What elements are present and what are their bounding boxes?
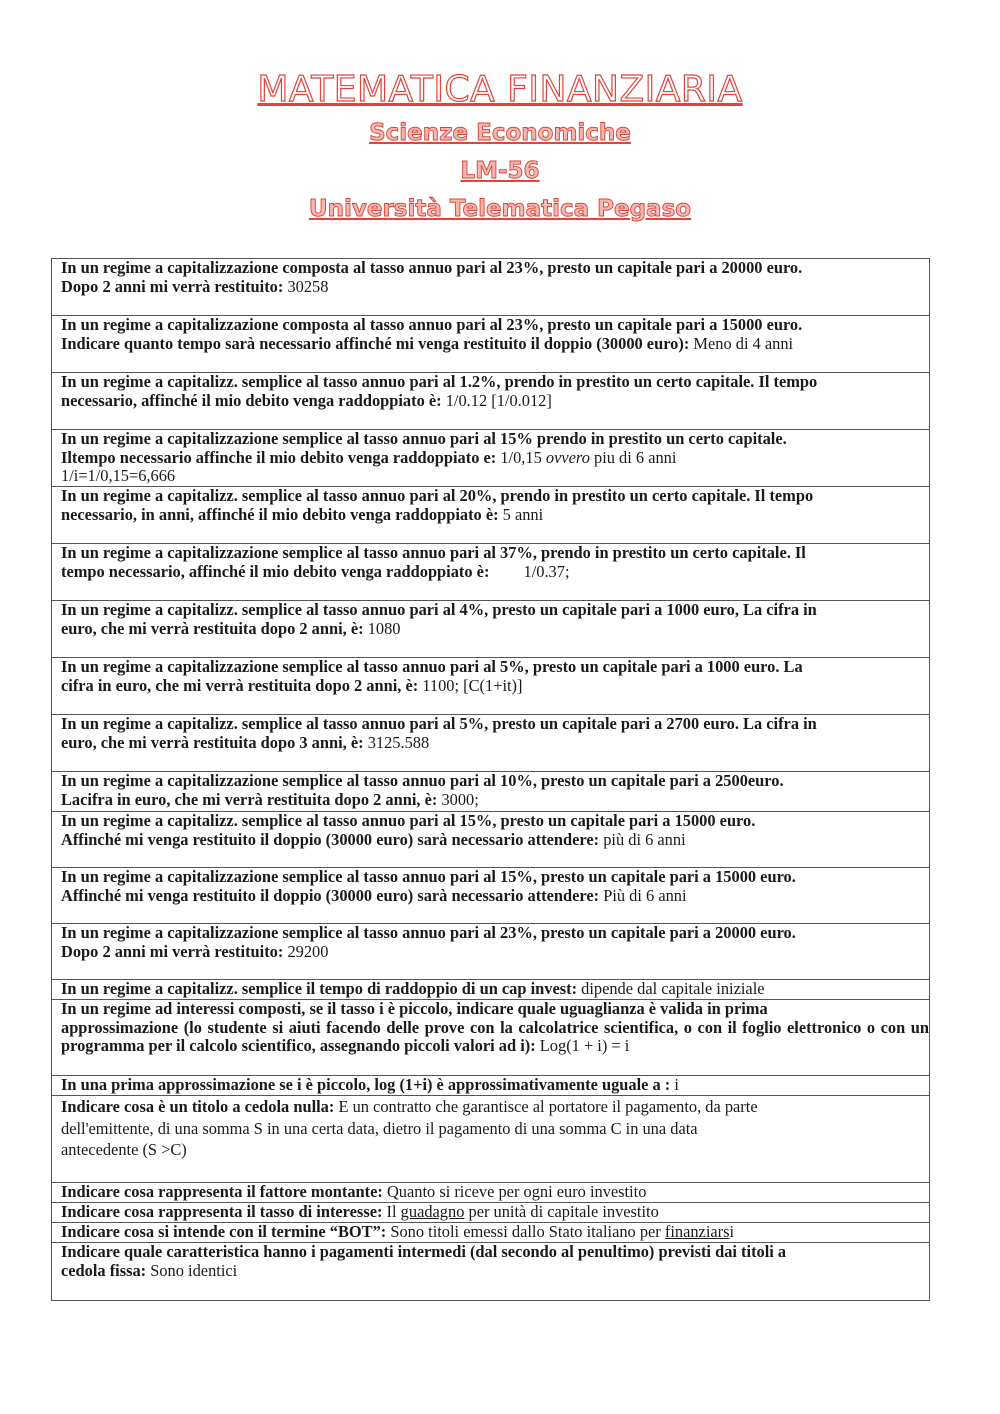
answer-text: Sono titoli emessi dallo Stato italiano per — [390, 1222, 661, 1241]
question-text: In un regime a capitalizzazione semplice al tasso annuo pari al 10%, presto un capitale pari a 2500euro. — [61, 771, 784, 790]
question-text: euro, che mi verrà restituita dopo 2 anni, è: — [61, 618, 364, 638]
qa-cell — [52, 1203, 930, 1223]
answer-text: 3000; — [441, 789, 479, 809]
question-text: In un regime a capitalizzazione semplice al tasso annuo pari al 15%, presto un capitale pari a 15000 euro. — [61, 867, 796, 886]
answer-text: Più di 6 anni — [603, 885, 687, 905]
question-text: In un regime a capitalizz. semplice al tasso annuo pari al 15%, presto un capitale pari a 15000 euro. — [61, 811, 756, 830]
qa-cell — [52, 373, 930, 430]
answer-text: Il — [386, 1202, 397, 1221]
question-text: Affinché mi venga restituito il doppio (30000 euro) sarà necessario attendere: — [61, 829, 600, 849]
table-row — [52, 1076, 930, 1096]
question-text: tempo necessario, affinché il mio debito venga raddoppiato è: — [61, 561, 490, 581]
question-text: euro, che mi verrà restituita dopo 3 anni, è: — [61, 732, 364, 752]
table-row — [52, 1183, 930, 1203]
table-row — [52, 316, 930, 373]
question-text: In un regime a capitalizz. semplice al tasso annuo pari al 20%, prendo in prestito un certo capitale. Il tempo — [61, 486, 814, 505]
qa-cell — [52, 658, 930, 715]
course-code: LM-56 — [460, 158, 540, 184]
question-text: Dopo 2 anni mi verrà restituito: — [61, 941, 284, 961]
qa-cell — [52, 980, 930, 1000]
question-text: In un regime ad interessi composti, se il tasso i è piccolo, indicare quale uguaglianza è valida in prima — [61, 999, 768, 1018]
qa-cell — [52, 316, 930, 373]
qa-cell — [52, 1000, 930, 1076]
answer-text: dipende dal capitale iniziale — [581, 979, 765, 998]
table-row — [52, 980, 930, 1000]
table-row — [52, 430, 930, 487]
document-header — [0, 66, 1000, 228]
answer-text: più di 6 anni — [603, 829, 686, 849]
table-row — [52, 544, 930, 601]
answer-text: Meno di 4 anni — [693, 333, 794, 353]
table-row — [52, 1203, 930, 1223]
qa-cell — [52, 544, 930, 601]
answer-text: E un contratto che garantisce al portatore il pagamento, da parte — [338, 1097, 758, 1116]
answer-text: 1/i=1/0,15=6,666 — [61, 466, 176, 485]
answer-text: 1/0.37; — [523, 561, 570, 581]
question-text: In un regime a capitalizzazione semplice al tasso annuo pari al 5%, presto un capitale pari a 1000 euro. La — [61, 657, 803, 676]
question-text: cedola fissa: — [61, 1260, 147, 1280]
answer-text: Log(1 + i) = i — [539, 1036, 630, 1055]
answer-italic-text: ovvero — [545, 447, 590, 467]
question-text: In una prima approssimazione se i è piccolo, log (1+i) è approssimativamente uguale a : — [61, 1075, 671, 1094]
question-text: Indicare cosa rappresenta il tasso di interesse: — [61, 1202, 383, 1221]
question-text: Indicare cosa è un titolo a cedola nulla: — [61, 1097, 335, 1116]
answer-text: i — [674, 1075, 679, 1094]
answer-underlined-text: finanziars — [664, 1222, 730, 1241]
answer-text: per unità di capitale investito — [468, 1202, 659, 1221]
question-text: Dopo 2 anni mi verrà restituito: — [61, 276, 284, 296]
table-row — [52, 1096, 930, 1183]
answer-text: 30258 — [287, 276, 329, 296]
question-text: Affinché mi venga restituito il doppio (30000 euro) sarà necessario attendere: — [61, 885, 600, 905]
qa-cell — [52, 1096, 930, 1183]
qa-cell — [52, 487, 930, 544]
qa-cell — [52, 1076, 930, 1096]
answer-text: dell'emittente, di una somma S in una certa data, dietro il pagamento di una somma C in una data — [61, 1118, 698, 1138]
table-row — [52, 812, 930, 868]
table-row — [52, 715, 930, 772]
answer-underlined-text: guadagno — [400, 1202, 465, 1221]
question-text: Indicare cosa rappresenta il fattore montante: — [61, 1182, 383, 1201]
question-text: In un regime a capitalizzazione semplice al tasso annuo pari al 23%, presto un capitale pari a 20000 euro. — [61, 923, 796, 942]
question-text: In un regime a capitalizzazione composta al tasso annuo pari al 23%, presto un capitale pari a 20000 euro. — [61, 258, 803, 277]
question-text: Iltempo necessario affinche il mio debito venga raddoppiato e: — [61, 447, 497, 467]
qa-cell — [52, 924, 930, 980]
qa-cell — [52, 1243, 930, 1301]
question-text: Indicare cosa si intende con il termine “BOT”: — [61, 1222, 387, 1241]
answer-text: 3125.588 — [367, 732, 430, 752]
answer-text: 5 anni — [502, 504, 544, 524]
question-text: In un regime a capitalizz. semplice al tasso annuo pari al 4%, presto un capitale pari a 1000 euro, La cifra in — [61, 600, 817, 619]
question-text: cifra in euro, che mi verrà restituita dopo 2 anni, è: — [61, 675, 419, 695]
qa-cell — [52, 1223, 930, 1243]
qa-cell — [52, 1183, 930, 1203]
table-row — [52, 259, 930, 316]
question-text: necessario, affinché il mio debito venga raddoppiato è: — [61, 390, 442, 410]
answer-text: 1/0.12 [1/0.012] — [445, 390, 552, 410]
table-row — [52, 1223, 930, 1243]
question-text: In un regime a capitalizz. semplice il tempo di raddoppio di un cap invest: — [61, 979, 578, 998]
document-title: MATEMATICA FINANZIARIA — [257, 69, 743, 110]
qa-cell — [52, 868, 930, 924]
table-row — [52, 658, 930, 715]
qa-table — [51, 258, 930, 1301]
answer-text: 1100; [C(1+it)] — [422, 675, 523, 695]
question-text: necessario, in anni, affinché il mio debito venga raddoppiato è: — [61, 504, 499, 524]
table-row — [52, 924, 930, 980]
table-row — [52, 373, 930, 430]
question-text: In un regime a capitalizz. semplice al tasso annuo pari al 5%, presto un capitale pari a 2700 euro. La cifra in — [61, 714, 817, 733]
question-text: Indicare quanto tempo sarà necessario affinché mi venga restituito il doppio (30000 euro): — [61, 333, 690, 353]
question-text: approssimazione (lo studente si aiuti facendo delle prove con la calcolatrice scientifica, o con il foglio elettronico o con un programma per il calcolo scientifico, assegnando piccoli valori ad i): — [61, 1017, 929, 1055]
qa-cell — [52, 715, 930, 772]
answer-text: 1080 — [367, 618, 401, 638]
question-text: Indicare quale caratteristica hanno i pagamenti intermedi (dal secondo al penultimo) previsti dai titoli a — [61, 1242, 787, 1261]
qa-cell — [52, 430, 930, 487]
question-text: Lacifra in euro, che mi verrà restituita dopo 2 anni, è: — [61, 789, 438, 809]
course-name: Scienze Economiche — [369, 120, 631, 146]
answer-text: Sono identici — [150, 1260, 238, 1280]
question-text: In un regime a capitalizzazione composta al tasso annuo pari al 23%, presto un capitale pari a 15000 euro. — [61, 315, 803, 334]
table-row — [52, 772, 930, 812]
question-text: In un regime a capitalizzazione semplice al tasso annuo pari al 15% prendo in prestito un certo capitale. — [61, 429, 787, 448]
table-row — [52, 868, 930, 924]
question-text: In un regime a capitalizz. semplice al tasso annuo pari al 1.2%, prendo in prestito un certo capitale. Il tempo — [61, 372, 818, 391]
table-row — [52, 487, 930, 544]
table-row — [52, 1243, 930, 1301]
qa-cell — [52, 259, 930, 316]
answer-text: 1/0,15 — [500, 447, 542, 467]
qa-cell — [52, 812, 930, 868]
table-row — [52, 1000, 930, 1076]
answer-text: i — [729, 1222, 735, 1241]
qa-cell — [52, 772, 930, 812]
answer-text: piu di 6 anni — [594, 447, 677, 467]
answer-text: Quanto si riceve per ogni euro investito — [386, 1182, 647, 1201]
qa-cell — [52, 601, 930, 658]
question-text: In un regime a capitalizzazione semplice al tasso annuo pari al 37%, prendo in prestito un certo capitale. Il — [61, 543, 806, 562]
university-name: Università Telematica Pegaso — [308, 196, 692, 222]
answer-text: 29200 — [287, 941, 329, 961]
table-row — [52, 601, 930, 658]
answer-text: antecedente (S >C) — [61, 1140, 187, 1159]
